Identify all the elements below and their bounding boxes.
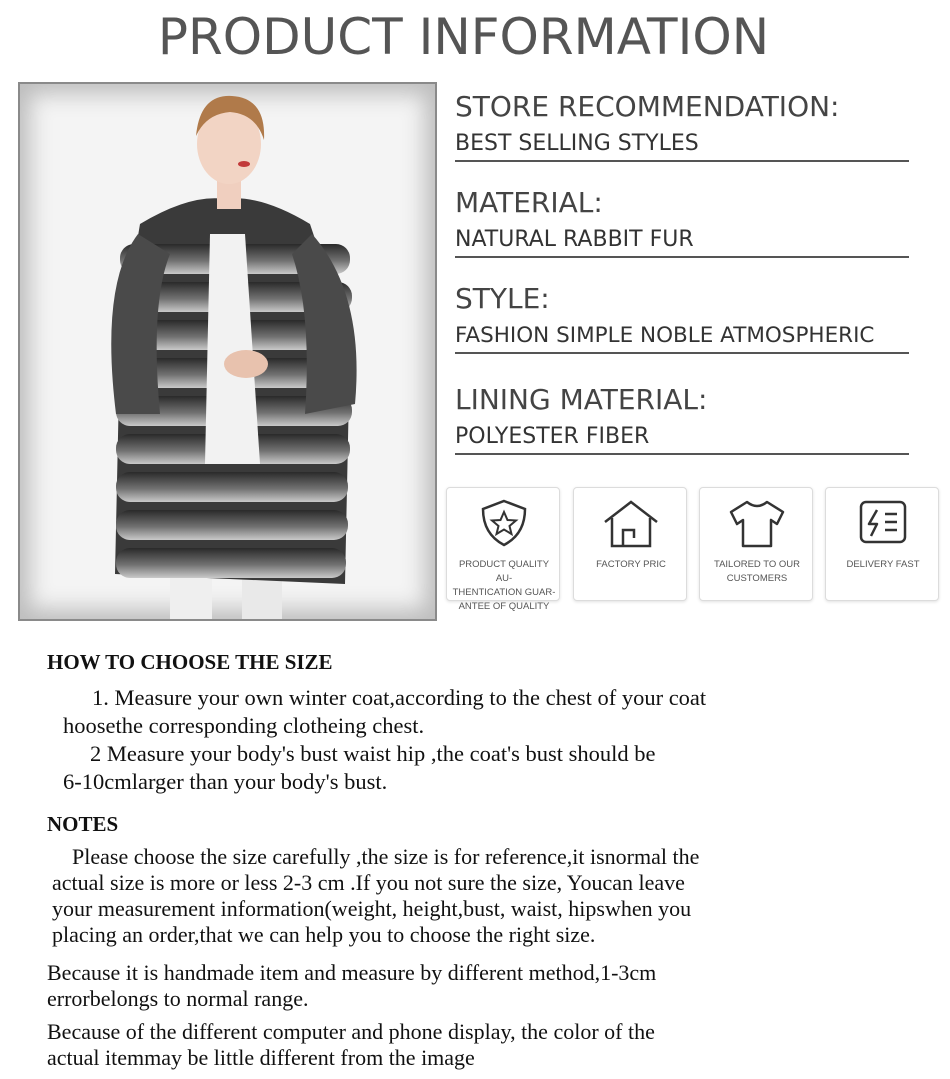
size-guide-line: 1. Measure your own winter coat,according to the chest of your coat: [92, 685, 707, 710]
notes-line: placing an order,that we can help you to choose the right size.: [52, 922, 596, 947]
display-note-line: Because of the different computer and phone display, the color of the: [47, 1019, 655, 1044]
divider: [455, 160, 909, 162]
shield-star-icon: [477, 498, 531, 548]
info-label: STORE RECOMMENDATION:: [455, 90, 840, 123]
info-label: STYLE:: [455, 282, 550, 315]
product-photo: [18, 82, 437, 621]
badge-text: ANTEE OF QUALITY: [458, 601, 550, 612]
size-guide-heading: HOW TO CHOOSE THE SIZE: [47, 650, 333, 674]
house-icon: [601, 498, 661, 550]
fast-delivery-icon: [855, 498, 911, 548]
notes-line: your measurement information(weight, height,bust, waist, hipswhen you: [52, 896, 692, 921]
badge-factory-price: [573, 487, 687, 601]
display-note-line: actual itemmay be little different from the image: [47, 1045, 475, 1070]
size-guide-line: 2 Measure your body's bust waist hip ,the coat's bust should be: [90, 741, 656, 766]
info-label: LINING MATERIAL:: [455, 383, 708, 416]
info-value: BEST SELLING STYLES: [455, 131, 699, 156]
info-store-recommendation: [455, 90, 910, 162]
page-title: PRODUCT INFORMATION: [157, 8, 770, 66]
badge-text: TAILORED TO OUR: [713, 559, 801, 570]
handmade-note-line: Because it is handmade item and measure by different method,1-3cm: [47, 960, 657, 985]
badge-delivery-fast: [825, 487, 939, 601]
notes-line: actual size is more or less 2-3 cm .If you not sure the size, Youcan leave: [52, 870, 685, 895]
tshirt-icon: [727, 498, 787, 550]
info-value: NATURAL RABBIT FUR: [455, 227, 694, 252]
divider: [455, 352, 909, 354]
info-value: FASHION SIMPLE NOBLE ATMOSPHERIC: [455, 323, 875, 348]
info-label: MATERIAL:: [455, 186, 603, 219]
notes-line: Please choose the size carefully ,the size is for reference,it isnormal the: [72, 844, 700, 869]
notes-heading: NOTES: [47, 812, 119, 836]
info-value: POLYESTER FIBER: [455, 424, 650, 449]
size-guide-line: hoosethe corresponding clotheing chest.: [63, 713, 425, 738]
badge-text: CUSTOMERS: [726, 573, 788, 584]
info-style: [455, 282, 910, 354]
handmade-note-line: errorbelongs to normal range.: [47, 986, 309, 1011]
badge-text: PRODUCT QUALITY AU-: [458, 559, 550, 584]
info-lining-material: [455, 383, 910, 455]
badge-quality: [446, 487, 560, 612]
badge-tailored: [699, 487, 813, 601]
divider: [455, 453, 909, 455]
badge-text: DELIVERY FAST: [846, 559, 920, 570]
badge-text: FACTORY PRIC: [596, 559, 666, 570]
badge-text: THENTICATION GUAR-: [452, 587, 556, 598]
divider: [455, 256, 909, 258]
size-guide-line: 6-10cmlarger than your body's bust.: [63, 769, 388, 794]
info-material: [455, 186, 910, 258]
